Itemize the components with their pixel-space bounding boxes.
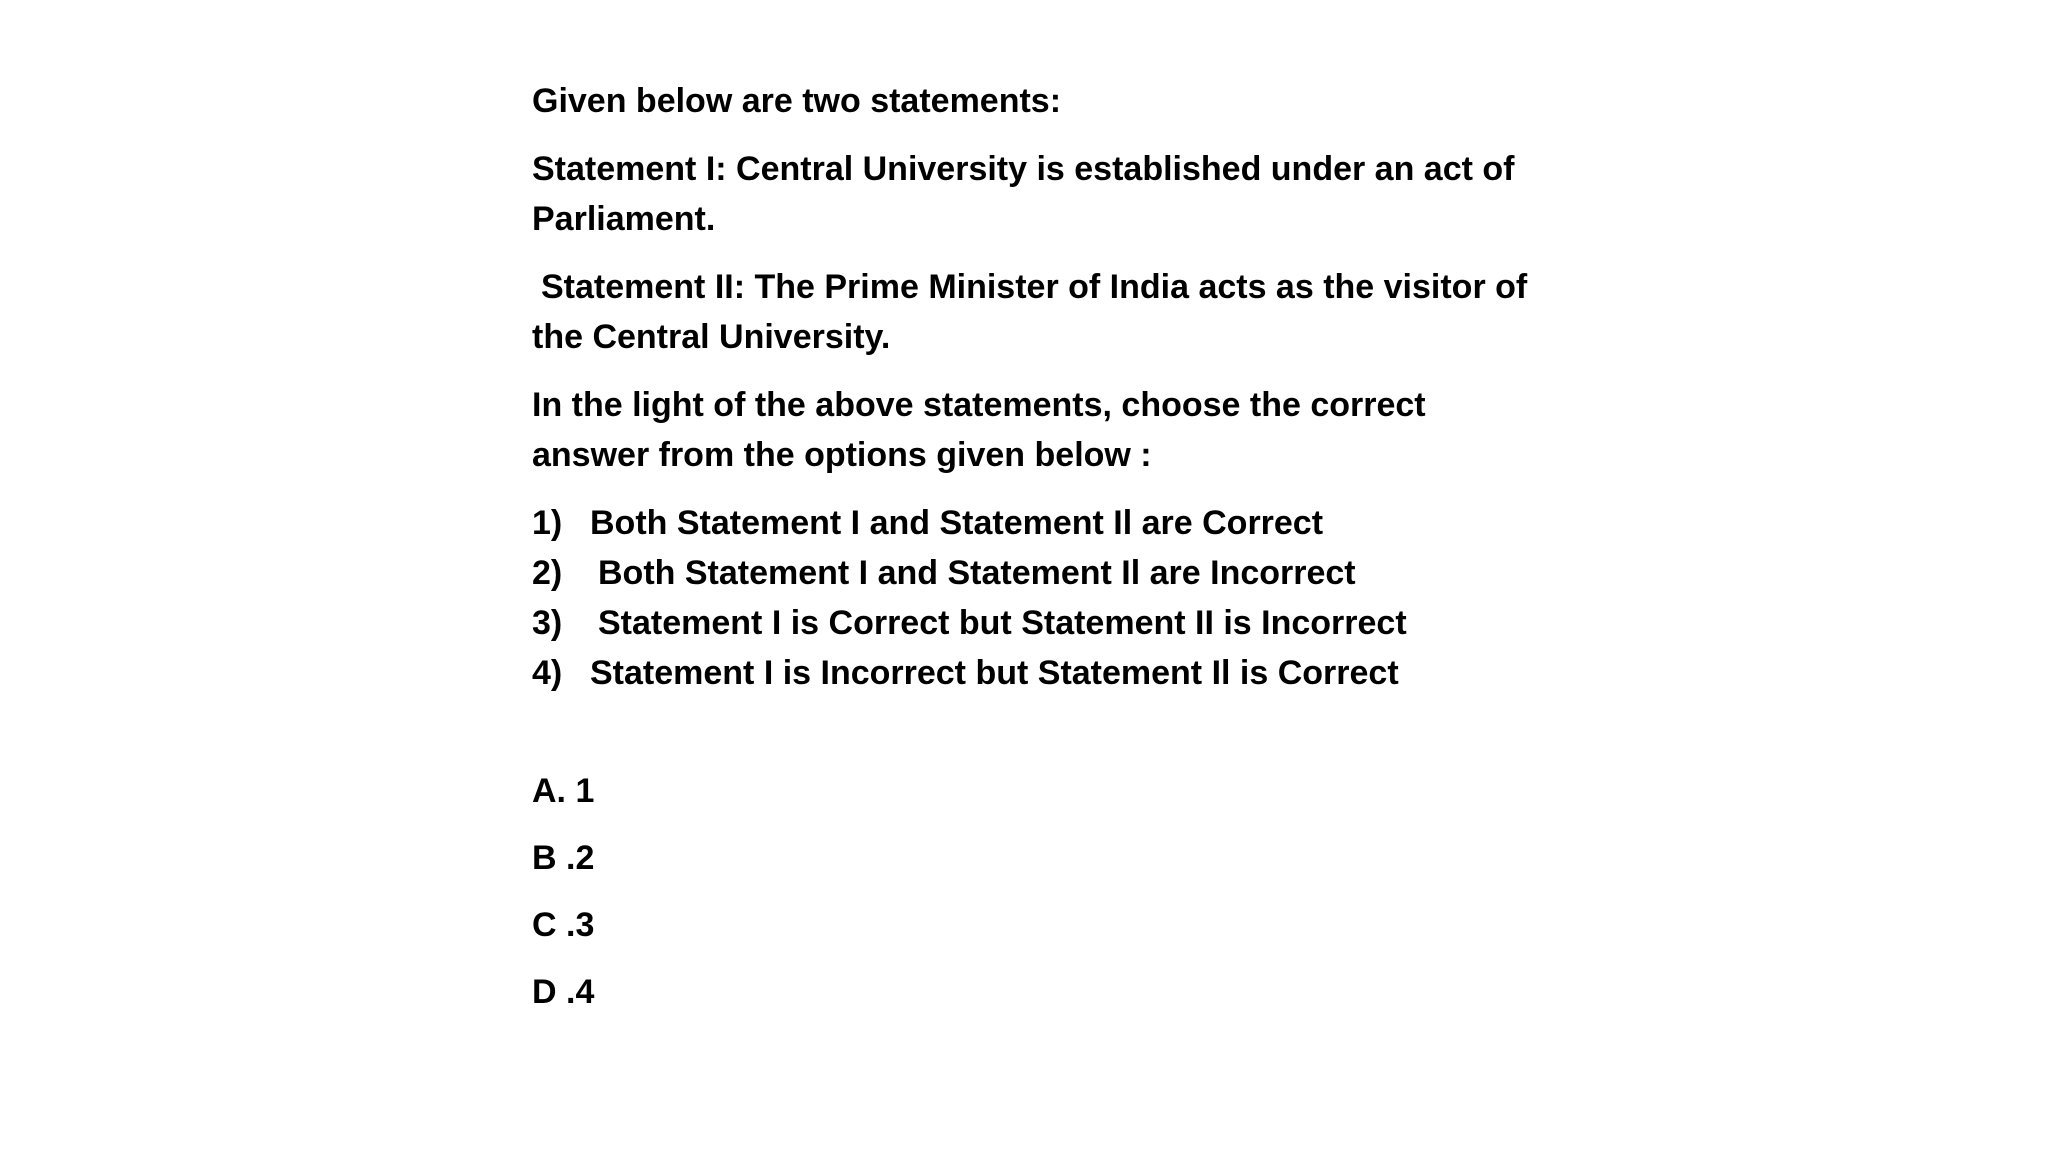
statement-two: Statement II: The Prime Minister of India acts as the visitor of the Central University.	[532, 268, 1528, 356]
option-3	[532, 598, 1552, 648]
option-2	[532, 548, 1552, 598]
answer-choice-c: C .3	[532, 906, 595, 944]
question-block	[532, 76, 1552, 1034]
option-text: Both Statement I and Statement Il are Incorrect	[598, 554, 1356, 592]
question-prompt: In the light of the above statements, choose the correct answer from the options given below :	[532, 386, 1426, 474]
option-number: 1)	[532, 504, 563, 542]
statement-one: Statement I: Central University is established under an act of Parliament.	[532, 150, 1515, 238]
option-1	[532, 498, 1552, 548]
question-intro: Given below are two statements:	[532, 82, 1062, 120]
option-4	[532, 648, 1552, 698]
answer-choice-b: B .2	[532, 839, 595, 877]
option-number: 2)	[532, 554, 563, 592]
option-text: Statement I is Correct but Statement II is Incorrect	[598, 604, 1407, 642]
option-text: Statement I is Incorrect but Statement Il is Correct	[590, 654, 1399, 692]
option-number: 3)	[532, 604, 563, 642]
answer-choice-a: A. 1	[532, 772, 595, 810]
option-text: Both Statement I and Statement Il are Correct	[590, 504, 1324, 542]
options-list	[532, 498, 1552, 698]
option-number: 4)	[532, 654, 563, 692]
answer-choices	[532, 766, 1552, 1017]
answer-choice-d: D .4	[532, 973, 595, 1011]
